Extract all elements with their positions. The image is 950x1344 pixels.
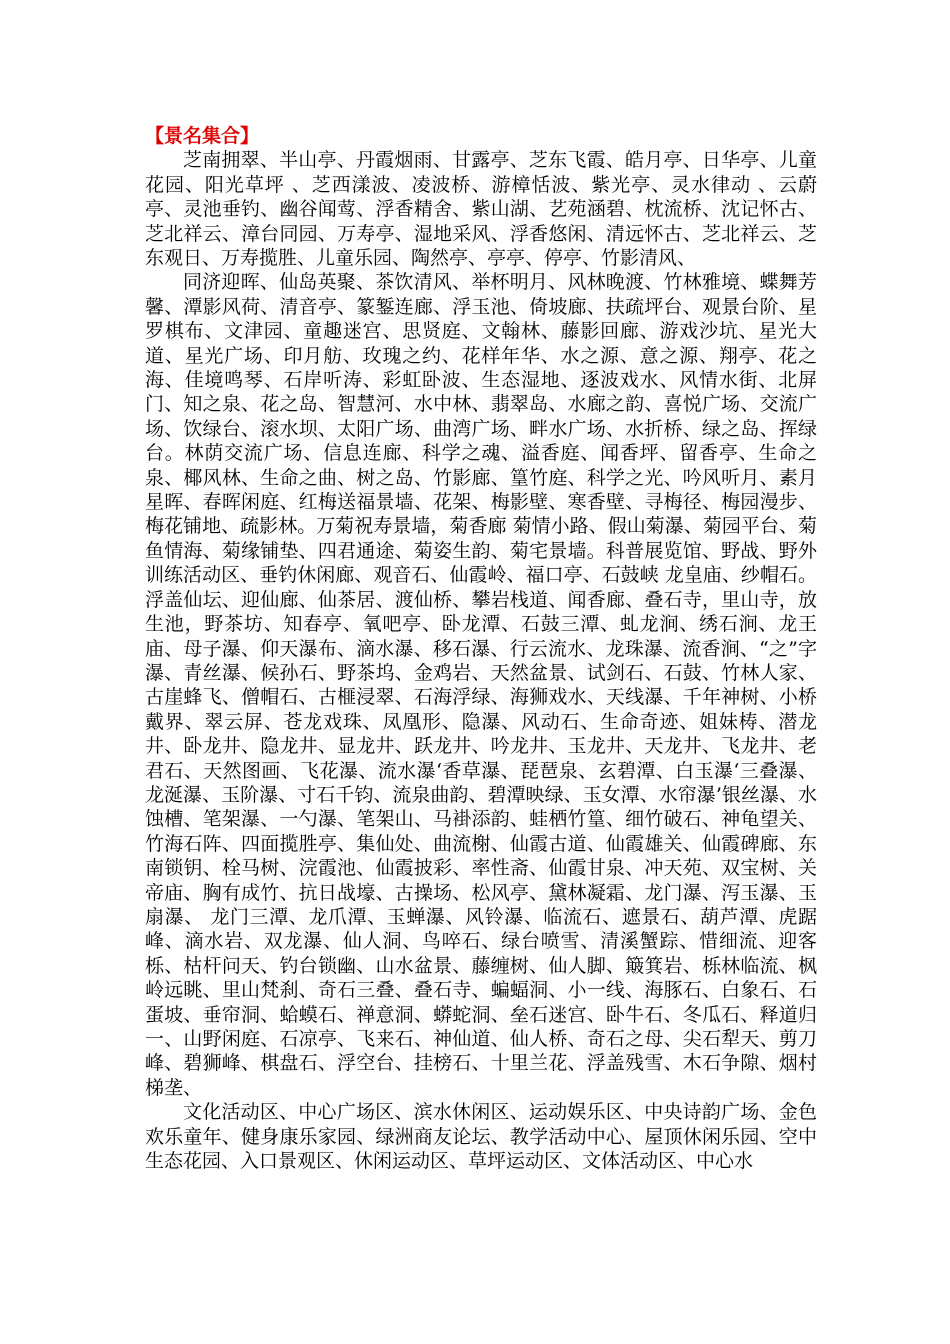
document-page	[145, 118, 817, 1173]
section-heading: 【景名集合】	[145, 125, 260, 147]
paragraph-tongji: 同济迎晖、仙岛英聚、茶饮清风、举杯明月、风林晚渡、竹林雅境、蝶舞芳馨、潭影风荷、清音亭、篆錾连廊、浮玉池、倚坡廊、扶疏坪台、观景台阶、星罗棋布、文津园、童趣迷宫、思贤庭、文翰林、藤影回廊、游戏沙坑、星光大道、星光广场、印月舫、玫瑰之约、花样年华、水之源、意之源、翔亭、花之海、佳境鸣琴、石岸听涛、彩虹卧波、生态湿地、逐波戏水、风情水街、北屏门、知之泉、花之岛、智慧河、水中林、翡翠岛、水廊之韵、喜悦广场、交流广场、饮绿台、滚水坝、太阳广场、曲湾广场、畔水广场、水折桥、绿之岛、挥绿台。林荫交流广场、信息连廊、科学之魂、溢香庭、闻香坪、留香亭、生命之泉、椰风林、生命之曲、树之岛、竹影廊、篁竹庭、科学之光、吟风听月、素月星晖、春晖闲庭、红梅送福景墙、花架、梅影壁、寒香壁、寻梅径、梅园漫步、梅花铺地、疏影林。万菊祝寿景墙，菊香廊 菊情小路、假山菊瀑、菊园平台、菊鱼情海、菊缘铺垫、四君通途、菊姿生韵、菊宅景墙。科普展览馆、野战、野外训练活动区、垂钓休闲廊、观音石、仙霞岭、福口亭、石鼓峡 龙皇庙、纱帽石。浮盖仙坛、迎仙廊、仙茶居、渡仙桥、攀岩栈道、闻香廊、叠石寺，里山寺，放生池，野茶坊、知春亭、氧吧亭、卧龙潭、石鼓三潭、虬龙涧、绣石涧、龙王庙、母子瀑、仰天瀑布、滴水瀑、移石瀑、行云流水、龙珠瀑、流香涧、“之”字瀑、青丝瀑、候孙石、野茶坞、金鸡岩、天然盆景、试剑石、石鼓、竹林人家、古崖蜂飞、僧帽石、古榧浸翠、石海浮绿、海狮戏水、天线瀑、千年神树、小桥戴界、翠云屏、苍龙戏珠、凤凰形、隐瀑、风动石、生命奇迹、姐妹梼、潜龙井、卧龙井、隐龙井、显龙井、跃龙井、吟龙井、玉龙井、天龙井、飞龙井、老君石、天然图画、飞花瀑、流水瀑‘香草瀑、琵琶泉、玄碧潭、白玉瀑‘三叠瀑、龙涎瀑、玉阶瀑、寸石千钧、流泉曲韵、碧潭映绿、玉女潭、水帘瀑’银丝瀑、水蚀槽、笔架瀑、一勺瀑、笔架山、马褂添韵、蛙栖竹篁、细竹破石、神龟望关、竹海石阵、四面揽胜亭、集仙处、曲流榭、仙霞古道、仙霞雄关、仙霞碑廊、东南锁钥、栓马树、浣霞池、仙霞披彩、率性斋、仙霞甘泉、冲天苑、双宝树、关帝庙、胸有成竹、抗日战壕、古操场、松风亭、黛林凝霜、龙门瀑、泻玉瀑、玉扇瀑、 龙门三潭、龙爪潭、玉蝉瀑、风铃瀑、临流石、遮景石、葫芦潭、虎踞峰、滴水岩、双龙瀑、仙人洞、鸟啐石、绿台喷雪、清溪蟹踪、惜细流、迎客栎、枯杆问天、钓台锁幽、山水盆景、藤缠树、仙人脚、簸箕岩、栎林临流、枫岭远眺、里山梵刹、奇石三叠、叠石寺、蝙蝠洞、小一线、海豚石、白象石、石蛋坡、垂帘洞、蛤蟆石、禅意洞、蟒蛇洞、垒石迷宫、卧牛石、冬瓜石、释道归一、山野闲庭、石凉亭、飞来石、神仙道、仙人桥、奇石之母、尖石犁天、剪刀峰、碧狮峰、棋盘石、浮空台、挂榜石、十里兰花、浮盖残雪、木石争隙、烟村梯垄、	[145, 271, 817, 1099]
paragraph-zhinan: 芝南拥翠、半山亭、丹霞烟雨、甘露亭、芝东飞霞、皓月亭、日华亭、儿童花园、阳光草坪 、芝西漾波、凌波桥、游樟恬波、紫光亭、灵水律动 、云蔚亭、灵池垂钓、幽谷闻莺、浮香精舍、紫山湖、艺苑涵碧、枕流桥、沈记怀古、芝北祥云、漳台同园、万寿亭、湿地采风、浮香悠闲、清远怀古、芝北祥云、芝东观日、万寿揽胜、儿童乐园、陶然亭、亭亭、停亭、竹影清风、	[145, 149, 817, 270]
paragraph-zones: 文化活动区、中心广场区、滨水休闲区、运动娱乐区、中央诗韵广场、金色欢乐童年、健身康乐家园、绿洲商友论坛、教学活动中心、屋顶休闲乐园、空中生态花园、入口景观区、休闲运动区、草坪运动区、文体活动区、中心水	[145, 1101, 817, 1173]
